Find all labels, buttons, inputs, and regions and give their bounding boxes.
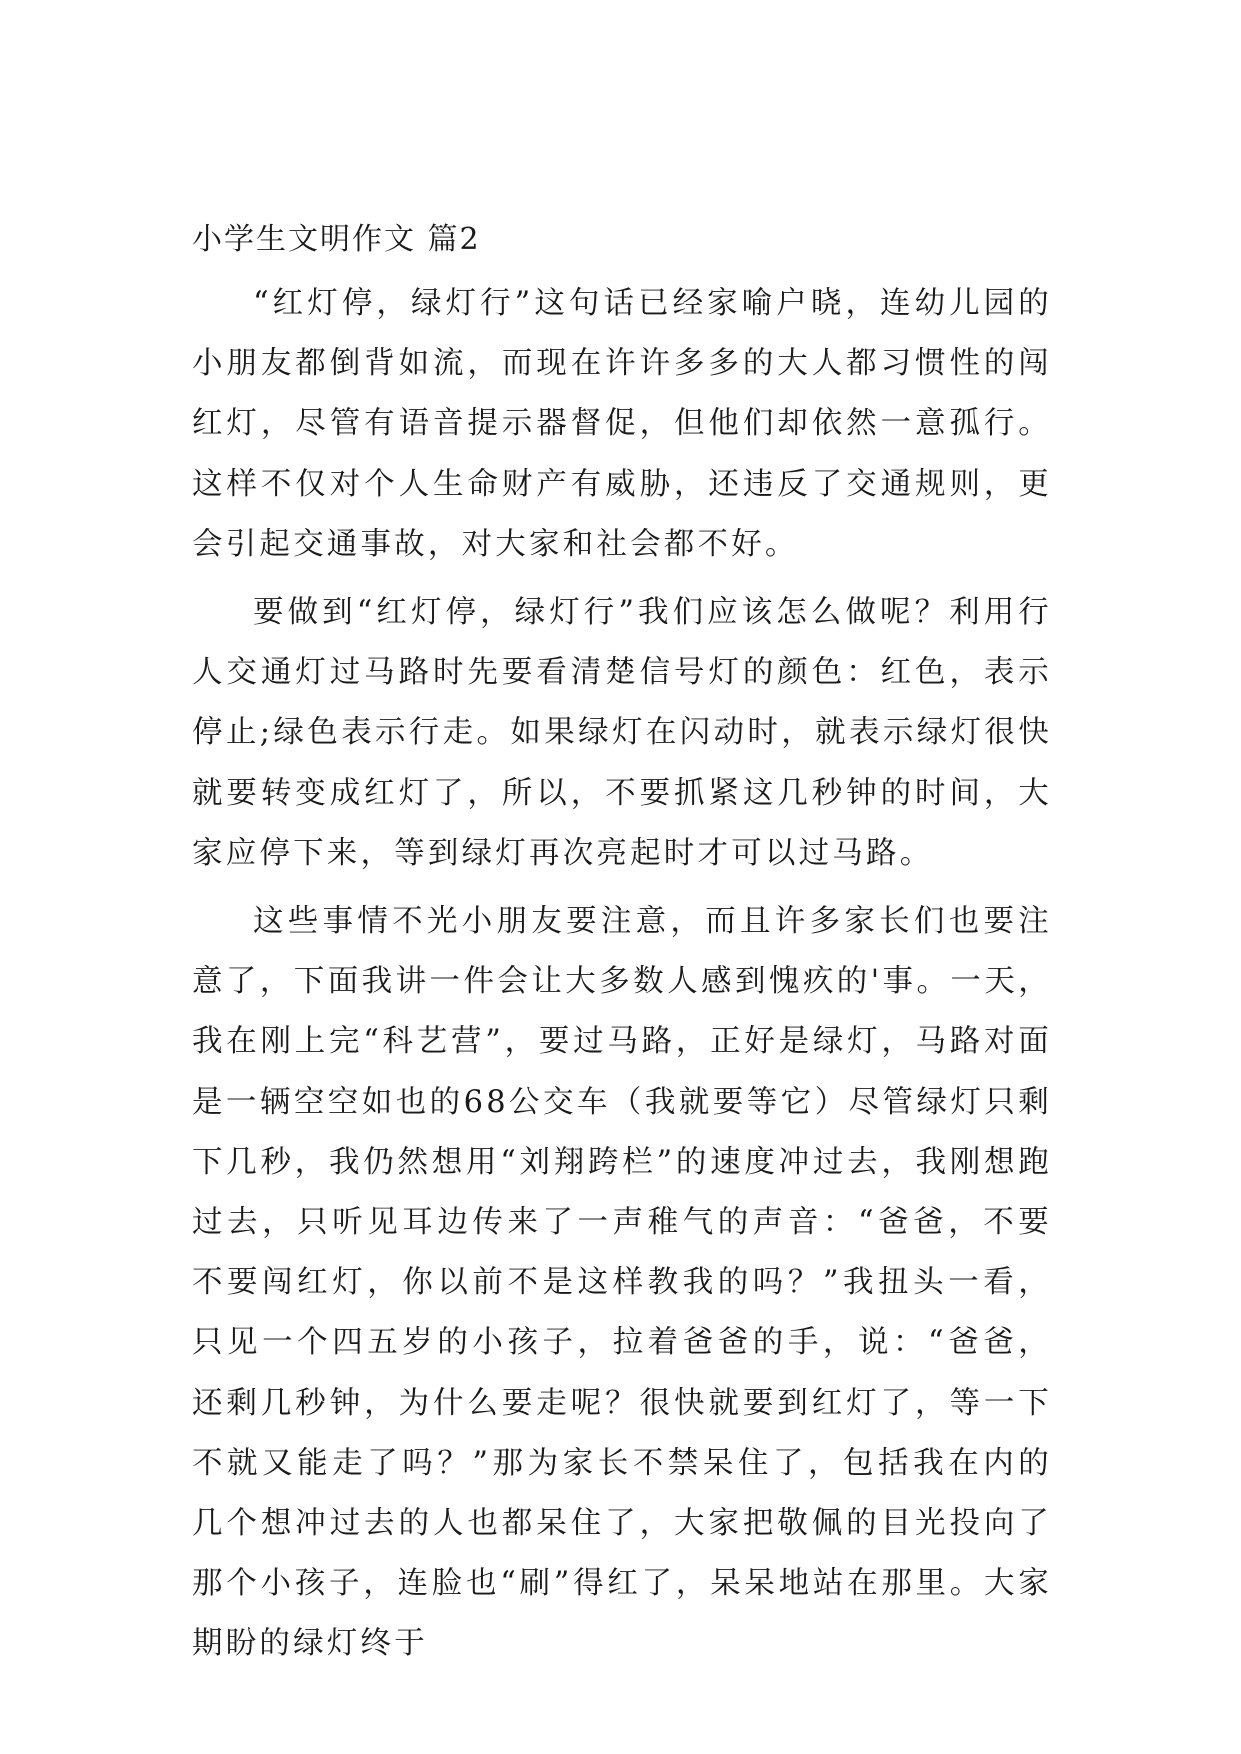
essay-paragraph-2: 要做到“红灯停，绿灯行”我们应该怎么做呢？利用行人交通灯过马路时先要看清楚信号灯的颜色：红色，表示停止;绿色表示行走。如果绿灯在闪动时，就表示绿灯很快就要转变成红灯了，所以，不要抓紧这几秒钟的时间，大家应停下来，等到绿灯再次亮起时才可以过马路。 bbox=[192, 595, 1052, 871]
document-page bbox=[192, 220, 1052, 1675]
essay-heading: 小学生文明作文 篇2 bbox=[192, 222, 481, 257]
essay-paragraph-3: 这些事情不光小朋友要注意，而且许多家长们也要注意了，下面我讲一件会让大多数人感到愧疚的'事。一天，我在刚上完“科艺营”，要过马路，正好是绿灯，马路对面是一辆空空如也的68公交车（我就要等它）尽管绿灯只剩下几秒，我仍然想用“刘翔跨栏”的速度冲过去，我刚想跑过去，只听见耳边传来了一声稚气的声音：“爸爸，不要不要闯红灯，你以前不是这样教我的吗？”我扭头一看，只见一个四五岁的小孩子，拉着爸爸的手，说：“爸爸，还剩几秒钟，为什么要走呢？很快就要到红灯了，等一下不就又能走了吗？”那为家长不禁呆住了，包括我在内的几个想冲过去的人也都呆住了，大家把敬佩的目光投向了那个小孩子，连脸也“刷”得红了，呆呆地站在那里。大家期盼的绿灯终于 bbox=[192, 904, 1052, 1662]
essay-paragraph-1: “红灯停，绿灯行”这句话已经家喻户晓，连幼儿园的小朋友都倒背如流，而现在许许多多的大人都习惯性的闯红灯，尽管有语音提示器督促，但他们却依然一意孤行。这样不仅对个人生命财产有威胁，还违反了交通规则，更会引起交通事故，对大家和社会都不好。 bbox=[192, 286, 1052, 562]
